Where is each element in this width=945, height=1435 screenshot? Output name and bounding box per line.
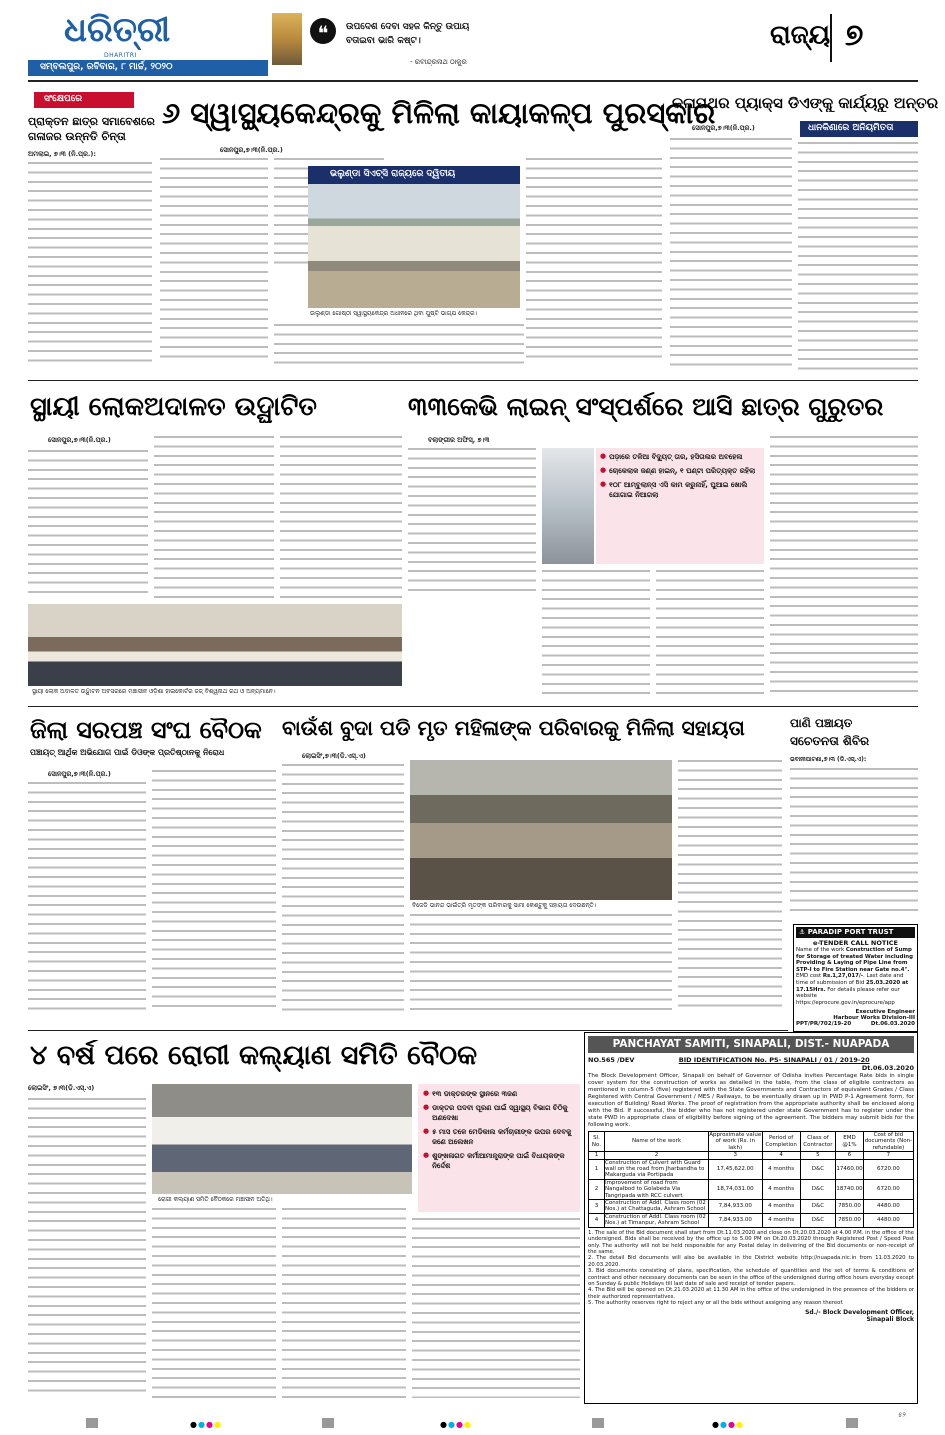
kv-byline: ବଲାଙ୍ଗୀର ଅଫିସ୍, ୭।୩ — [428, 436, 490, 444]
brief-headline: ପ୍ରାକ୍ତନ ଛାତ୍ର ସମାବେଶରେ ଗଳାଜର ଉନ୍ନତି ଚିନ୍ତା — [28, 115, 155, 143]
brief-body — [28, 162, 152, 368]
table-row: 4 Construction of Addl. Class room (02 Nos.) at Timanpur, Ashram School 7,84,933.00 4 months D&C 7850.00 4480.00 — [589, 1213, 914, 1227]
gray-swatch — [322, 1418, 334, 1428]
cmyk-dots: ●●●● — [190, 1420, 222, 1429]
panchayat-sign2: Sinapali Block — [866, 1315, 914, 1323]
rogi-photo — [152, 1084, 412, 1194]
story-water — [790, 708, 918, 922]
award-body-col3 — [526, 158, 662, 358]
story-rogi — [28, 1032, 580, 1404]
kv-ambulance-photo — [542, 448, 594, 564]
divider-3 — [28, 1030, 788, 1031]
kv-body-col3 — [656, 570, 764, 696]
award-subhead: ଭଲୁଣ୍ଡା ସିଏଚ୍ସି ରାଜ୍ୟରେ ଦ୍ୱିତୀୟ — [330, 169, 456, 179]
rogi-bullet-box — [418, 1084, 580, 1212]
paradip-subtitle: e-TENDER CALL NOTICE — [813, 939, 898, 947]
date-bar — [28, 60, 268, 76]
brief-tag — [34, 92, 134, 108]
bangu-body-left — [282, 764, 404, 1014]
section-title: ରାଜ୍ୟ — [770, 20, 831, 50]
adalat-byline: ସୋନପୁର,୭।୩(ନି.ପ୍ର.) — [48, 436, 111, 444]
corner-mark: ୫୨ — [898, 1411, 906, 1419]
adalat-body-col2 — [154, 436, 274, 600]
masthead-logo-sub: DHARITRI — [104, 52, 137, 59]
kv-body-col2 — [542, 570, 650, 696]
bangu-body-right — [678, 760, 782, 1014]
table-number-row: 1 2 3 4 5 6 7 — [589, 1152, 914, 1159]
quote-author: - ରବୀନ୍ଦ୍ରନାଥ ଠାକୁର — [410, 58, 467, 66]
quote-line2: ବତାଇବା ଭାରି କଷ୍ଟ। — [346, 36, 421, 46]
table-row: 1 Construction of Culvert with Guard wall on the road from Jharbandha to Makarguda via Portipada 17,45,622.00 4 months D&C 17460.00 6720.00 — [589, 1159, 914, 1179]
rogi-bullet-4: ● ଶୁଙ୍ଖଳାଗତ କର୍ମୀଆମାନ୍ତ୍ରାଙ୍କ ପାଇଁ ବିଧାୟକଙ୍କ ନିର୍ଦ୍ଦେଶ — [423, 1151, 565, 1170]
cmyk-dots: ●●●● — [712, 1420, 744, 1429]
panchayat-sign1: Sd./- Block Development Officer, — [805, 1308, 914, 1316]
tagore-portrait — [272, 13, 302, 65]
award-caption: ଉଲୁଣ୍ଡା ଗୋଷ୍ଠୀ ସ୍ୱାସ୍ଥ୍ୟକେନ୍ଦ୍ର ଅଧୀନରେ ଥିବା ପୁଷ୍ଟି ଭାଗ୍ଯ କେନ୍ଦ୍ର। — [310, 310, 478, 317]
table-row: 2 Improvement of road from Nangalbod to Golabeda Via Tangripada with RCC culvert 18,74,031.00 4 months D&C 18740.00 6720.00 — [589, 1179, 914, 1199]
adalat-body-col1 — [28, 450, 148, 600]
rogi-headline: ୪ ବର୍ଷ ପରେ ରୋଗୀ କଲ୍ୟାଣ ସମିତି ବୈଠକ — [30, 1040, 478, 1071]
rogi-body-col3 — [282, 1208, 406, 1398]
bangu-headline: ବାଉଁଶ ବୁଦା ପଡି ମୃତ ମହିଳାଙ୍କ ପରିବାରକୁ ମିଳିଲା ସହାୟତା — [282, 716, 745, 740]
kv-headline: ୩୩କେଭି ଲାଇନ୍ ସଂସ୍ପର୍ଶରେ ଆସି ଛାତ୍ର ଗୁରୁତର — [408, 392, 884, 421]
award-body-col1 — [160, 158, 268, 358]
pack-body-col2 — [798, 142, 918, 370]
water-byline: ଭବାନୀପାଟଣା,୭।୩ (ଡି.ଏସ୍.ଏ): — [790, 756, 867, 763]
rogi-bullet-1: ● ୧୩ ଡାକ୍ତରଙ୍କ ସ୍ଥାନରେ ୩ଜଣ — [423, 1089, 518, 1098]
anchor-icon: ⚓ — [799, 928, 806, 936]
table-header-row: Sl. No. Name of the work Approximate value of work (Rs. in lakh) Period of Completion Class of Contractor EMD @1% Cost of bid documents (Non-refundable) — [589, 1132, 914, 1152]
masthead-rule — [28, 80, 918, 82]
water-headline-1: ପାଣି ପଞ୍ଚାୟତ — [790, 716, 853, 730]
bangu-body-bottom — [410, 914, 672, 1014]
water-body — [790, 768, 918, 918]
kv-body-col1 — [408, 448, 536, 596]
panchayat-notes: 1. The sale of the Bid document shall start from Dt.11.03.2020 and close on Dt.20.03.2020 at 4.00 P.M. in the office of the undersigned. Bids shall be received by the office up to 5.00 PM on Dt.20.03.2020 through Registered Post / Speed Post only. The authority will not be held responsible for any Postal delay in delivering of the Bid documents or non-receipt of the same. 2. The detail Bid documents will also be available in the District website http://nuapada.nic.in from 11.03.2020 to 20.03.2020. 3. Bid documents consisting of plans, specification, the schedule of quantities and the set of terms & conditions of contract and other necessary documents can be seen in the office of the undersigned during office hours everyday except on Sunday & public Holidays till last date of sale and receipt of tender papers. 4. The Bid will be opened on Dt.21.03.2020 at 11.30 AM in the office of the undersigned in the presence of the bidders or their authorized representatives. 5. The authority reserves right to reject any or all the bids without assigning any reason thereof. — [588, 1229, 914, 1307]
kv-bullet-box — [596, 448, 764, 564]
story-sarpanch — [28, 708, 276, 1020]
award-photo — [308, 184, 520, 308]
rogi-bullet-2: ● ଡାକ୍ତର ପଦବୀ ପୂରଣ ପାଇଁ ସ୍ୱାସ୍ଥ୍ୟ ବିଭାଗ ଚିଠିକୁ ଅଣଦେଖା — [423, 1103, 568, 1122]
bangu-photo — [410, 760, 672, 900]
pack-body-col1 — [670, 138, 792, 370]
paradip-body: Name of the work Construction of Sump for Storage of treated Water including Providing & Laying of Pipe Line from STP-I to Fire Station near Gate no.4". EMD cost Rs.1,27,017/-. Last date and time of submission of Bid 25.03.2020 at 17.15Hrs. For details please refer our website https://eprocure.gov.in/eprocure/app — [796, 947, 913, 1006]
rogi-bullet-3: ● ୫ ମାସ ତଳେ ମେଡିକାଲ କର୍ମଚାରୀଙ୍କ ଉପର ଦେବକୁ ଜଣେ ଅଲେଖନ — [423, 1127, 572, 1146]
sarpanch-subhead: ପଞ୍ଚାୟତ୍ ଆର୍ଥିକ ଅଭିଯୋଗ ପାଇଁ ଡିଓଙ୍କ ପ୍ରତିଷ୍ଠାନକୁ ନିରୋଧ — [30, 748, 225, 757]
story-award — [160, 88, 716, 376]
divider-1 — [28, 380, 918, 381]
masthead-logo: ଧରିତ୍ରୀ — [64, 10, 171, 50]
quote-line1: ଉପଦେଶ ଦେବା ସହଜ କିନ୍ତୁ ଉପାୟ — [346, 22, 470, 32]
quote-mark-icon: ❝ — [310, 18, 336, 44]
table-row: 3 Construction of Addl. Class room (02 Nos.) at Chattaguda, Ashram School 7,84,933.00 4 months D&C 7850.00 4480.00 — [589, 1200, 914, 1214]
footer-marks — [0, 1411, 945, 1435]
award-byline: ସୋନପୁର,୭।୩(ନି.ପ୍ର.) — [220, 146, 283, 154]
story-pack — [670, 88, 939, 376]
paradip-ref-row: PPT/PR/702/19-20 Dt.06.03.2020 — [796, 1021, 915, 1027]
rogi-body-col1 — [28, 1098, 146, 1398]
adalat-photo — [28, 604, 402, 686]
bangu-byline: ଲୋଇସିଂ,୭।୩(ଡି.ଏସ୍.ଏ) — [302, 752, 366, 760]
brief-byline: ଅମଲାଇ, ୭।୩ (ନି.ପ୍ର.): — [28, 150, 96, 158]
cmyk-dots: ●●●● — [440, 1420, 472, 1429]
story-bangu — [282, 708, 782, 1020]
date-line: ସମ୍ବଲପୁର, ରବିବାର, ୮ ମାର୍ଚ୍ଚ, ୨୦୨୦ — [40, 62, 173, 72]
sarpanch-headline: ଜିଲା ସରପଞ୍ଚ ସଂଘ ବୈଠକ — [30, 716, 262, 744]
gray-swatch — [86, 1418, 98, 1428]
rogi-caption: ରୋଗୀ କଲ୍ୟାଣ ସମିତି ବୈଠକରେ ମଞ୍ଚାସୀନ ଅତିଥି। — [158, 1196, 273, 1203]
story-adalat — [28, 384, 402, 702]
award-body-bottom — [274, 324, 524, 368]
award-headline: ୬ ସ୍ୱାସ୍ଥ୍ୟକେନ୍ଦ୍ରକୁ ମିଳିଲା କାୟାକଳ୍ପ ପୁରସ୍କାର — [162, 96, 716, 130]
kv-bullet-3: ● ୧୦୮ ଆମ୍ବୁଲାନ୍ସ ଏସି କାମ କରୁନାହିଁ, ଘୁଆଇ ଖୋଲି ଯୋଗାଇ ନିଆଗଲା — [600, 480, 748, 499]
adalat-headline: ସ୍ଥାୟୀ ଲୋକଅଦାଳତ ଉଦ୍ଘାଟିତ — [30, 392, 317, 422]
kv-bullet-2: ● ଚୋକେଲାକ ଜଣ୍ଣ ହାଇନ୍, ୧ ଘଣ୍ଟା ପରିତ୍ୟକ୍ତ ରହିଲା — [600, 466, 756, 475]
rogi-body-col4 — [412, 1218, 580, 1398]
panchayat-intro: The Block Development Officer, Sinapali on behalf of Governor of Odisha invites Percentage Rate bids in single cover system for the construction of works as detailed in the table, from the class of eligible contractors as mentioned in column-5 (five) registered with the State Governments and Contractors of equivalent Grades / Class Registered with Central Government / MES / Railways, to be eventually drawn up in PWD P-1 Agreement form, for execution of Building/ Road Works. The proof of registration from the appropriate authority shall be enclosed along with the Bid. If successful, the bidder who has not registered under state Government has to register under the state PWD in appropriate class of eligibility before signing of the agreement. The bidders may submit bids for the following work. — [588, 1073, 914, 1128]
page-number: ୭ — [845, 18, 864, 53]
pack-tag-box — [800, 121, 918, 137]
kv-body-col4 — [770, 436, 918, 696]
water-headline-2: ସଚେତନତା ଶିବିର — [790, 734, 870, 748]
gray-swatch — [846, 1418, 858, 1428]
panchayat-date: Dt.06.03.2020 — [861, 1064, 914, 1072]
panchayat-ref-row: NO.565 /DEV BID IDENTIFICATION No. PS- SINAPALI / 01 / 2019-20 — [588, 1056, 870, 1064]
sarpanch-body-col2 — [152, 770, 276, 1014]
panchayat-ad — [584, 1032, 918, 1404]
adalat-caption: ସ୍ଥାୟୀ ଲୋକ ଅଦାଳତ ଉଦ୍ଘାଟନ ଅବସରରେ ମଞ୍ଚାସୀନ ଓଡ଼ିଶା ହାଇକୋର୍ଟର ଜଜ୍ ବିଶ୍ୱନାଥ ରଥ ଓ ଅନ୍ୟମାନେ। — [32, 688, 276, 695]
story-33kv — [408, 384, 918, 702]
rogi-body-col2 — [152, 1208, 276, 1398]
pack-headline: କଳାପଥର ପ୍ୟାକ୍ସ ଡିଏଙ୍କୁ କାର୍ଯ୍ୟରୁ ଅନ୍ତର — [672, 94, 939, 112]
brief-tag-label: ସଂକ୍ଷେପରେ — [44, 94, 83, 104]
divider-2 — [28, 706, 918, 707]
kv-bullet-1: ● ପଡ଼ାରେ ତଳିଆ ବିଦ୍ୟୁତ୍ ତାର, ହସିତାଲର ଅବହେଳା — [600, 452, 743, 461]
pack-tag: ଧାନକିଣାରେ ଅନିୟମିତତା — [808, 123, 894, 133]
brief-story — [28, 90, 156, 372]
gray-swatch — [592, 1418, 604, 1428]
panchayat-table — [588, 1131, 914, 1228]
section-divider — [830, 14, 832, 62]
paradip-ad — [793, 924, 918, 1032]
paradip-sign1: Executive Engineer — [855, 1009, 915, 1015]
paradip-title-bar: ⚓ PARADIP PORT TRUST — [796, 927, 915, 938]
sarpanch-byline: ସୋନପୁର,୭।୩(ନି.ପ୍ର.) — [48, 770, 111, 778]
bangu-caption: ବିଜେଡି ଭାନନ୍ଦ ଭାଇଁତ୍ରି ମୃତଙ୍କ ପରିବାରକୁ ସାମୀ କେଣ୍ଟୁକୁ ସହାୟତା ଦେଉଛନ୍ତି। — [412, 902, 597, 909]
masthead — [0, 0, 945, 82]
pack-byline: ସୋନପୁର,୭।୩(ନି.ପ୍ର.) — [692, 124, 755, 132]
panchayat-title-bar: PANCHAYAT SAMITI, SINAPALI, DIST.- NUAPADA — [588, 1036, 914, 1053]
rogi-byline: ଲୋଇସିଂ, ୭।୩(ଡି.ଏସ୍.ଏ) — [28, 1084, 95, 1092]
paradip-sign2: Harbour Works Division-III — [833, 1015, 915, 1021]
award-subhead-box — [308, 166, 520, 184]
adalat-body-col3 — [280, 436, 402, 600]
sarpanch-body-col1 — [28, 782, 146, 1014]
